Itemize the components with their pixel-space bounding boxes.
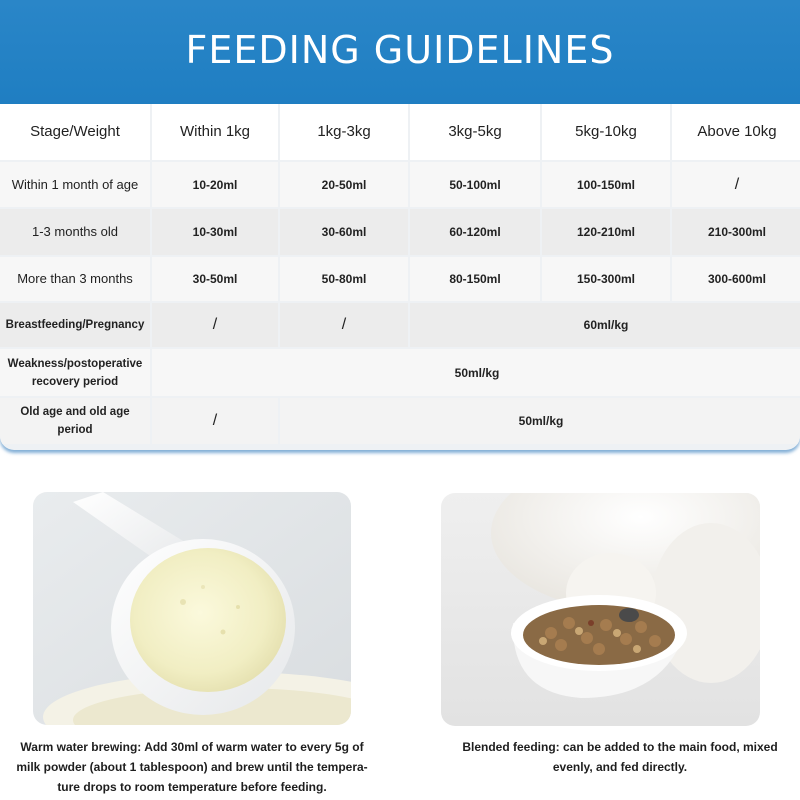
table-row (0, 257, 800, 301)
table-cell: / (280, 303, 408, 347)
row-label: Within 1 month of age (0, 162, 150, 207)
table-cell: 210-300ml (672, 209, 800, 255)
table-cell-merged: 50ml/kg (152, 349, 800, 396)
table-row (0, 398, 800, 444)
column-header: Within 1kg (152, 104, 278, 160)
column-header: 1kg-3kg (280, 104, 408, 160)
milk-powder-scoop-photo (33, 492, 351, 725)
table-cell: 80-150ml (410, 257, 540, 301)
dog-eating-kibble-photo (441, 493, 760, 726)
feeding-table (0, 104, 800, 446)
table-cell: 60-120ml (410, 209, 540, 255)
table-cell: / (152, 303, 278, 347)
column-header: 3kg-5kg (410, 104, 540, 160)
column-header: Stage/Weight (0, 104, 150, 160)
table-cell: 30-50ml (152, 257, 278, 301)
table-cell-merged: 60ml/kg (410, 303, 800, 347)
left-caption: Warm water brewing: Add 30ml of warm water to every 5g of milk powder (about 1 tablespoon) and brew until the tempera-ture drops to room temperature before feeding. (16, 740, 368, 794)
row-label: 1-3 months old (0, 209, 150, 255)
table-cell: 50-80ml (280, 257, 408, 301)
table-cell: / (152, 398, 278, 444)
table-header-row (0, 104, 800, 160)
table-cell: 300-600ml (672, 257, 800, 301)
row-label: Old age and old age period (0, 398, 150, 444)
table-row (0, 349, 800, 396)
table-cell: 120-210ml (542, 209, 670, 255)
column-header: 5kg-10kg (542, 104, 670, 160)
table-row (0, 162, 800, 207)
right-caption: Blended feeding: can be added to the main food, mixed evenly, and fed directly. (462, 740, 778, 774)
table-cell: / (672, 162, 800, 207)
column-header: Above 10kg (672, 104, 800, 160)
table-cell: 10-30ml (152, 209, 278, 255)
table-cell: 50-100ml (410, 162, 540, 207)
page-title: FEEDING GUIDELINES (185, 28, 615, 72)
table-cell: 10-20ml (152, 162, 278, 207)
table-cell-merged: 50ml/kg (280, 398, 800, 444)
table-cell: 20-50ml (280, 162, 408, 207)
feeding-table-card (0, 104, 800, 450)
row-label: Breastfeeding/Pregnancy (0, 303, 150, 347)
header-banner (0, 0, 800, 104)
row-label: Weakness/postoperative recovery period (0, 349, 150, 396)
table-row (0, 303, 800, 347)
table-cell: 100-150ml (542, 162, 670, 207)
row-label: More than 3 months (0, 257, 150, 301)
table-cell: 30-60ml (280, 209, 408, 255)
table-cell: 150-300ml (542, 257, 670, 301)
table-row (0, 209, 800, 255)
